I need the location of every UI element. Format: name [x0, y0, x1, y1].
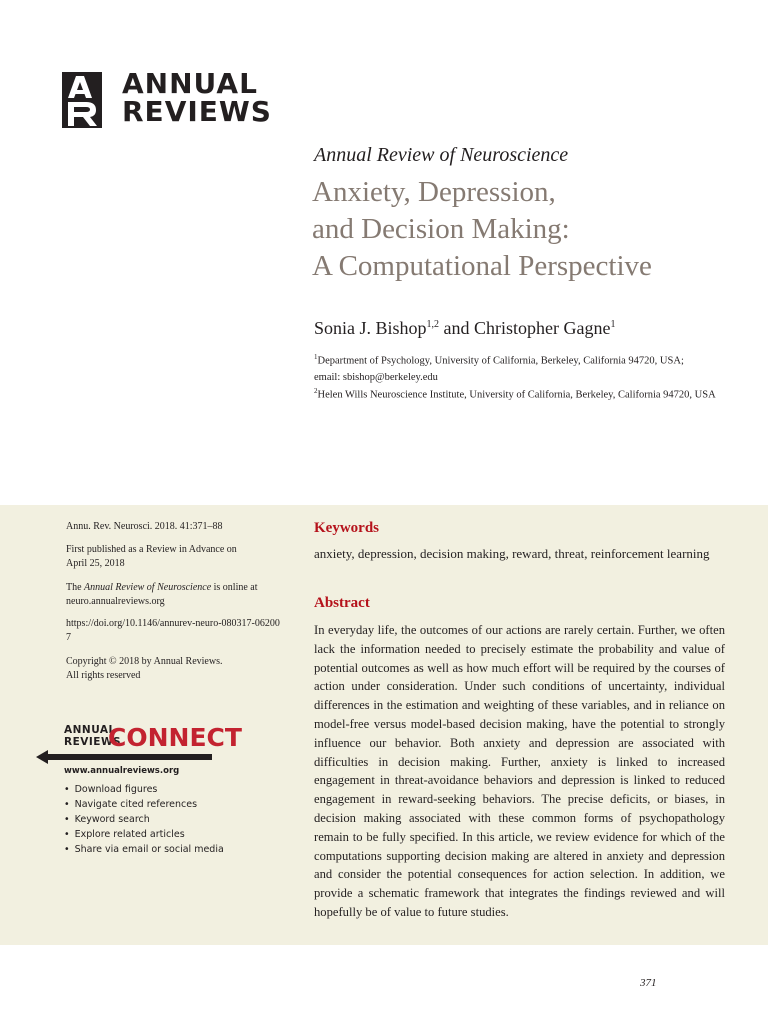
author-conjunction: and — [439, 318, 475, 338]
author-email[interactable]: email: sbishop@berkeley.edu — [314, 371, 438, 383]
list-item: • Explore related articles — [64, 827, 224, 842]
affil-sup: 1 — [314, 353, 318, 361]
logo-line2: REVIEWS — [122, 95, 272, 128]
authors — [314, 318, 616, 339]
affiliation-1 — [314, 349, 684, 386]
copyright — [66, 655, 286, 683]
author-name: Christopher Gagne — [474, 318, 611, 338]
logo-wordmark — [122, 67, 272, 128]
ar-logo-icon — [62, 72, 102, 128]
title-line: and Decision Making: — [312, 213, 570, 245]
author-affil-sup: 1,2 — [426, 319, 440, 330]
affiliation-2 — [314, 383, 716, 404]
page-number: 371 — [640, 977, 657, 989]
affil-sup: 2 — [314, 387, 318, 395]
logo-line1: ANNUAL — [122, 67, 258, 100]
connect-url[interactable]: www.annualreviews.org — [64, 766, 180, 776]
affil-text: Helen Wills Neuroscience Institute, University of California, Berkeley, California 94720, USA — [317, 389, 716, 401]
list-item: • Download figures — [64, 782, 224, 797]
abstract-heading: Abstract — [314, 595, 370, 611]
keywords-text: anxiety, depression, decision making, reward, threat, reinforcement learning — [314, 546, 710, 561]
online-notice — [66, 581, 271, 609]
connect-title: CONNECT — [108, 723, 242, 752]
first-published: First published as a Review in Advance on April 25, 2018 — [66, 544, 237, 569]
connect-features — [64, 782, 224, 857]
abstract-text: In everyday life, the outcomes of our actions are rarely certain. Further, we often lack the information needed to precisely estimate the probability and value of potential outcomes as well as how much effort will be required by the courses of action under consideration. Under such conditions of uncertainty, individual differences in the estimation and weighting of these variables, and in reliance on model-free versus model-based decision making, have the potential to strongly influence our behavior. Both anxiety and depression are associated with difficulties in decision making. Further, anxiety is linked to increased engagement in threat-avoidance behaviors and depression is linked to reduced engagement in reward-seeking behaviors. The precise deficits, or biases, in decision making associated with these common forms of psychopathology remain to be fully specified. In this article, we review evidence for which of the computations supporting decision making are altered in anxiety and depression and consider the potential consequences for action selection. In addition, we provide a schematic framework that integrates the findings reviewed and will hopefully be of value to future studies. — [314, 623, 725, 919]
connect-brand-line: REVIEWS — [64, 736, 122, 748]
doi-link[interactable]: https://doi.org/10.1146/annurev-neuro-080317-062007 — [66, 618, 280, 643]
connect-brand-line: ANNUAL — [64, 724, 116, 736]
journal-name: Annual Review of Neuroscience — [314, 144, 569, 166]
online-suffix: is online at neuro.annualreviews.org — [66, 582, 258, 607]
annual-reviews-connect — [36, 723, 242, 874]
author-name: Sonia J. Bishop — [314, 318, 427, 338]
keywords-heading: Keywords — [314, 520, 379, 536]
list-item: • Keyword search — [64, 812, 224, 827]
title-line: A Computational Perspective — [312, 250, 652, 282]
online-prefix: The — [66, 582, 85, 593]
annual-reviews-logo — [62, 67, 272, 132]
affil-text: Department of Psychology, University of California, Berkeley, California 94720, USA; — [317, 355, 684, 367]
list-item: • Share via email or social media — [64, 842, 224, 857]
article-title — [312, 174, 752, 285]
author-affil-sup: 1 — [610, 319, 616, 330]
title-line: Anxiety, Depression, — [312, 176, 556, 208]
list-item: • Navigate cited references — [64, 797, 224, 812]
copyright-line: Copyright © 2018 by Annual Reviews. — [66, 656, 223, 667]
citation: Annu. Rev. Neurosci. 2018. 41:371–88 — [66, 521, 223, 532]
copyright-line: All rights reserved — [66, 670, 141, 681]
online-journal: Annual Review of Neuroscience — [84, 582, 212, 593]
arrow-left-icon — [36, 750, 212, 764]
